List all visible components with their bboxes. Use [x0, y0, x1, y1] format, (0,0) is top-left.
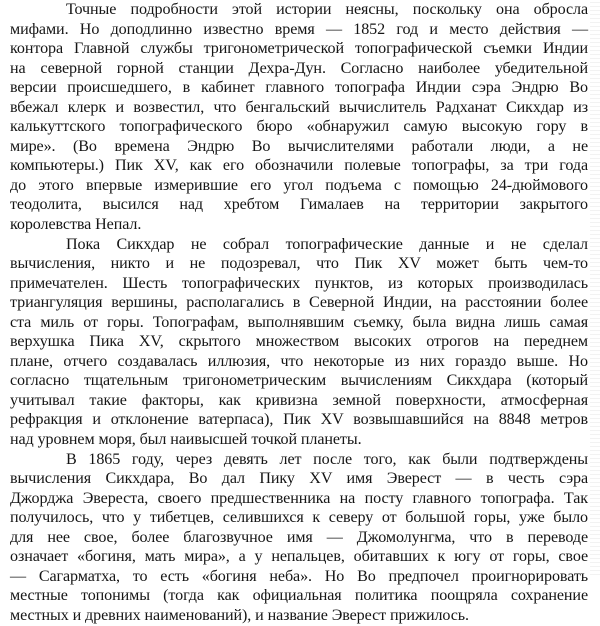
text-line: Точные подробности этой истории неясны, поскольку она обросла	[66, 1, 588, 18]
text-line: контора Главной службы тригонометрической топографической съемки Индии	[10, 40, 588, 58]
text-line: местные топонимы (тогда как официальная политика поощряла сохранение	[10, 587, 588, 605]
text-line: для нее свое, более благозвучное имя — Джомолунгма, что в переводе	[10, 528, 588, 546]
text-line: калькуттского топографического бюро «обнаружил самую высокую гору в	[10, 118, 588, 136]
document-page	[10, 0, 588, 624]
text-line: В 1865 году, через девять лет после того, как были подтверждены	[66, 450, 588, 468]
text-line: до этого впервые измерившие его угол подъема с помощью 24-дюймового	[10, 176, 588, 194]
text-line: королевства Непал.	[10, 216, 142, 234]
paragraph-3	[10, 450, 588, 626]
text-line: верхушка Пика XV, скрытого множеством высоких отрогов на переднем	[10, 333, 588, 351]
paragraph-2	[10, 235, 588, 450]
text-line: учитывал такие факторы, как кривизна земной поверхности, атмосферная	[10, 391, 588, 409]
text-line: ста миль от горы. Топографам, выполнявшим съемку, была видна лишь самая	[10, 313, 588, 331]
text-line: мире». (Во времена Эндрю Во вычислителями работали люди, а не	[10, 137, 588, 155]
text-line: триангуляция вершины, располагались в Северной Индии, на расстоянии более	[10, 294, 588, 312]
text-line: примечателен. Шесть топографических пунктов, из которых производилась	[10, 274, 588, 292]
text-line: на северной горной станции Дехра-Дун. Согласно наиболее убедительной	[10, 59, 588, 77]
paragraph-1	[10, 0, 588, 235]
text-line: над уровнем моря, был наивысшей точкой планеты.	[10, 431, 362, 449]
text-line: согласно тщательным тригонометрическим вычислениям Сикхдара (который	[10, 372, 588, 390]
text-line: Пока Сикхдар не собрал топографические данные и не сделал	[66, 235, 588, 253]
text-line: вычисления Сикхдара, Во дал Пику XV имя Эверест — в честь сэра	[10, 470, 588, 488]
text-line: версии происшедшего, в кабинет главного топографа Индии сэра Эндрю Во	[10, 79, 588, 97]
text-line: компьютеры.) Пик XV, как его обозначили полевые топографы, за три года	[10, 157, 588, 175]
text-line: вычисления, никто и не подозревал, что Пик XV может быть чем-то	[10, 255, 588, 273]
text-line: получилось, что у тибетцев, селившихся к северу от большой горы, уже было	[10, 509, 588, 527]
text-line: местных и древних наименований), и название Эверест прижилось.	[10, 606, 469, 624]
text-line: Джорджа Эвереста, своего предшественника на посту главного топографа. Так	[10, 489, 588, 507]
text-line: рефракция и отклонение ватерпаса), Пик XV возвышавшийся на 8848 метров	[10, 411, 588, 429]
page-edge-shadow	[590, 0, 600, 578]
text-line: означает «богиня, мать мира», а у непальцев, обитавших к югу от горы, свое	[10, 548, 588, 566]
text-line: — Сагарматха, то есть «богиня неба». Но Во предпочел проигнорировать	[10, 567, 588, 585]
text-line: мифами. Но доподлинно известно время — 1852 год и место действия —	[10, 20, 588, 38]
text-line: теодолита, высился над хребтом Гималаев на территории закрытого	[10, 196, 588, 214]
text-line: вбежал клерк и возвестил, что бенгальский вычислитель Радханат Сикхдар из	[10, 98, 588, 116]
text-line: плане, отчего создавалась иллюзия, что некоторые из них гораздо выше. Но	[10, 352, 588, 370]
